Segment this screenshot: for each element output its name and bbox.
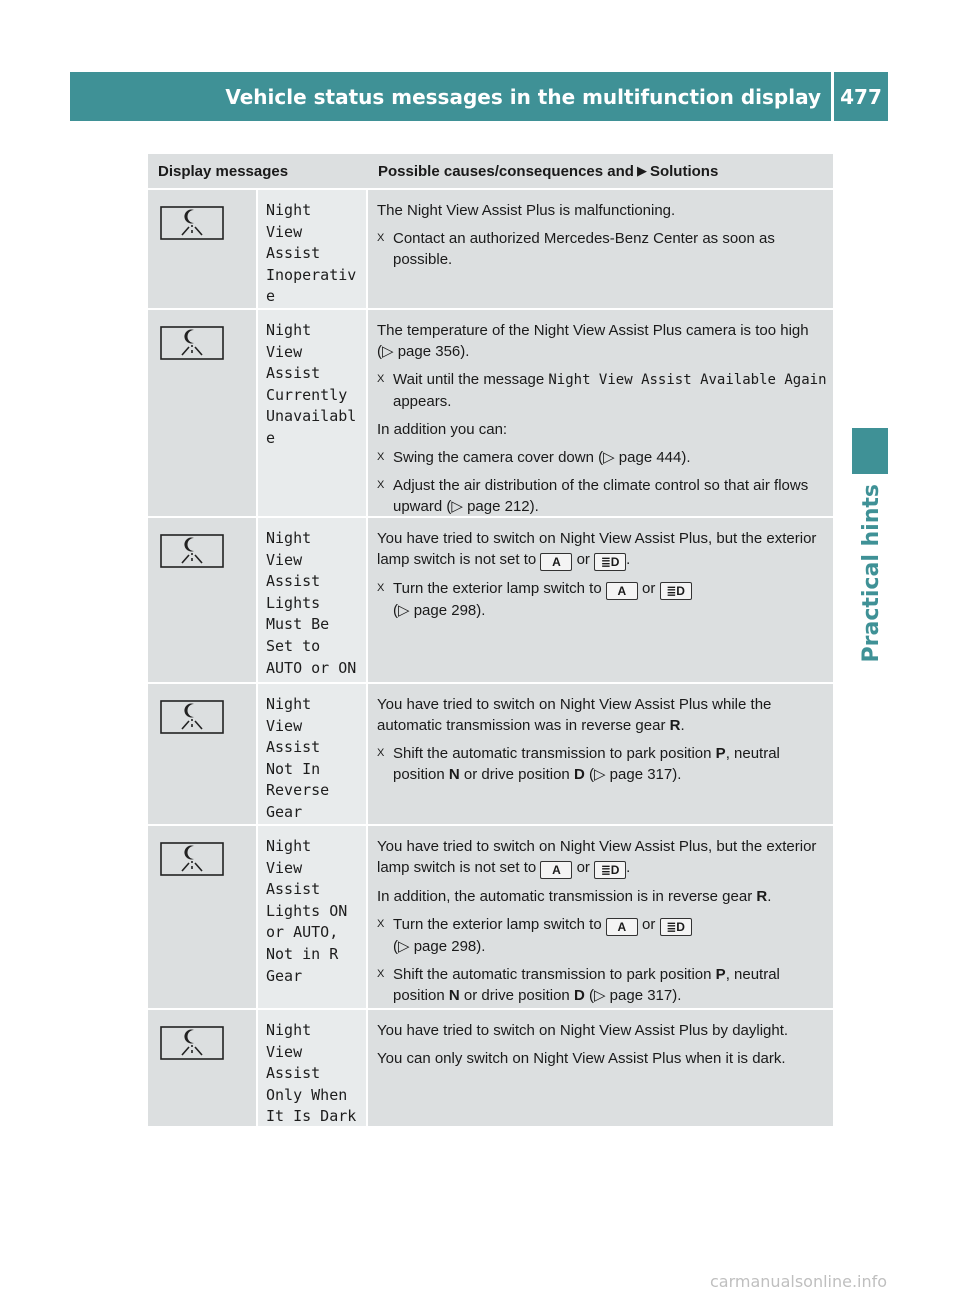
display-message: Night View Assist Currently Unavailabl e	[258, 310, 368, 516]
gear-letter: R	[669, 717, 681, 734]
cause-text-part: In addition, the automatic transmission is in reverse gear	[377, 888, 753, 905]
step-marker-icon: X	[377, 747, 385, 759]
step-marker-icon: X	[377, 479, 385, 491]
status-messages-table	[148, 154, 833, 1128]
cause-text-part: You have tried to switch on Night View Assist Plus, but the exterior lamp switch is not set to	[377, 838, 817, 876]
watermark: carmanualsonline.info	[710, 1272, 888, 1291]
gear-letter: P	[715, 745, 726, 762]
solution-step	[377, 228, 827, 270]
auto-lamp-icon: A	[606, 918, 638, 936]
step-text	[393, 964, 827, 1006]
night-view-icon	[160, 326, 224, 360]
column-header-causes	[368, 154, 833, 188]
page-header	[70, 72, 888, 121]
night-view-icon	[160, 842, 224, 876]
step-text-part: Shift the automatic transmission to park position	[393, 745, 712, 762]
low-beam-icon: ≣D	[660, 918, 692, 936]
step-text-part: (▷ page 317).	[588, 987, 682, 1004]
table-row	[148, 310, 833, 518]
step-text-part: Turn the exterior lamp switch to	[393, 916, 602, 933]
icon-cell	[148, 310, 258, 516]
gear-letter: R	[756, 888, 768, 905]
low-beam-icon: ≣D	[594, 553, 626, 571]
cause-solution-cell	[368, 310, 833, 516]
cause-text-part: .	[626, 859, 631, 876]
display-message: Night View Assist Lights Must Be Set to AUTO or ON	[258, 518, 368, 682]
cause-text	[377, 528, 827, 571]
solution-step	[377, 743, 827, 785]
cause-solution-cell	[368, 518, 833, 682]
page-number: 477	[840, 84, 882, 109]
step-text-part: , neutral position	[393, 966, 780, 1004]
icon-cell	[148, 518, 258, 682]
table-row	[148, 190, 833, 310]
section-label-text: Practical hints	[858, 484, 884, 663]
step-marker-icon: X	[377, 968, 385, 980]
step-text-part: Wait until the message	[393, 371, 545, 388]
gear-letter: P	[715, 966, 726, 983]
icon-cell	[148, 684, 258, 824]
cause-text: The Night View Assist Plus is malfunctioning.	[377, 202, 676, 219]
step-marker-icon: X	[377, 373, 385, 385]
cause-text-part: or	[576, 551, 590, 568]
step-text	[393, 369, 827, 412]
step-text-part: (▷ page 298).	[393, 602, 486, 619]
step-marker-icon: X	[377, 232, 385, 244]
cause-text: In addition you can:	[377, 421, 508, 438]
table-header	[148, 154, 833, 190]
night-view-icon	[160, 534, 224, 568]
table-row	[148, 826, 833, 1010]
step-text: Swing the camera cover down (▷ page 444).	[393, 449, 691, 466]
step-text	[393, 578, 827, 621]
gear-letter: D	[573, 766, 585, 783]
solution-step	[377, 914, 827, 957]
step-text-part: or	[642, 916, 656, 933]
section-tab-marker	[852, 428, 888, 474]
icon-cell	[148, 1010, 258, 1126]
night-view-icon	[160, 206, 224, 240]
step-text	[393, 914, 827, 957]
display-message: Night View Assist Not In Reverse Gear	[258, 684, 368, 824]
cause-text-part: .	[626, 551, 631, 568]
table-row	[148, 684, 833, 826]
gear-letter: N	[448, 766, 460, 783]
section-label	[851, 484, 891, 663]
cause-text	[377, 886, 827, 907]
step-marker-icon: X	[377, 451, 385, 463]
solution-step	[377, 578, 827, 621]
cause-text-part: .	[767, 888, 772, 905]
step-marker-icon: X	[377, 918, 385, 930]
step-text	[393, 743, 827, 785]
cause-text	[377, 694, 827, 736]
step-text-part: Shift the automatic transmission to park position	[393, 966, 712, 983]
arrow-icon: ▶	[636, 163, 647, 178]
table-row	[148, 1010, 833, 1128]
cause-text: You can only switch on Night View Assist Plus when it is dark.	[377, 1050, 786, 1067]
header-title: Vehicle status messages in the multifunction display	[225, 84, 821, 109]
low-beam-icon: ≣D	[594, 861, 626, 879]
column-header-messages: Display messages	[158, 162, 289, 180]
step-text-part: or drive position	[463, 987, 570, 1004]
step-text: Adjust the air distribution of the climate control so that air flows upward (▷ page 212).	[393, 477, 809, 515]
cause-solution-cell	[368, 1010, 833, 1126]
table-row	[148, 518, 833, 684]
solution-step	[377, 369, 827, 412]
display-message: Night View Assist Inoperativ e	[258, 190, 368, 308]
step-marker-icon: X	[377, 582, 385, 594]
solution-step	[377, 475, 827, 517]
cause-text-part: or	[576, 859, 590, 876]
message-reference: Night View Assist Available Again	[548, 372, 827, 388]
low-beam-icon: ≣D	[660, 582, 692, 600]
step-text-part: or	[642, 580, 656, 597]
solution-step	[377, 447, 827, 468]
cause-solution-cell	[368, 826, 833, 1008]
gear-letter: D	[573, 987, 585, 1004]
night-view-icon	[160, 1026, 224, 1060]
gear-letter: N	[448, 987, 460, 1004]
cause-text-part: .	[680, 717, 685, 734]
cause-text-part: You have tried to switch on Night View Assist Plus, but the exterior lamp switch is not set to	[377, 530, 817, 568]
icon-cell	[148, 190, 258, 308]
cause-text	[377, 836, 827, 879]
step-text-part: appears.	[393, 393, 452, 410]
column-header-causes-text: Possible causes/consequences and	[378, 162, 634, 180]
night-view-icon	[160, 700, 224, 734]
step-text-part: (▷ page 317).	[588, 766, 682, 783]
step-text-part: , neutral position	[393, 745, 780, 783]
icon-cell	[148, 826, 258, 1008]
column-header-solutions-text: Solutions	[649, 162, 719, 180]
cause-solution-cell	[368, 190, 833, 308]
step-text-part: or drive position	[463, 766, 570, 783]
solution-step	[377, 964, 827, 1006]
cause-text: The temperature of the Night View Assist Plus camera is too high (▷ page 356).	[377, 322, 809, 360]
cause-solution-cell	[368, 684, 833, 824]
auto-lamp-icon: A	[540, 861, 572, 879]
auto-lamp-icon: A	[540, 553, 572, 571]
display-message: Night View Assist Only When It Is Dark	[258, 1010, 368, 1126]
auto-lamp-icon: A	[606, 582, 638, 600]
step-text: Contact an authorized Mercedes-Benz Center as soon as possible.	[393, 230, 775, 268]
cause-text: You have tried to switch on Night View Assist Plus by daylight.	[377, 1022, 789, 1039]
step-text-part: Turn the exterior lamp switch to	[393, 580, 602, 597]
cause-text-part: You have tried to switch on Night View Assist Plus while the automatic transmission was in reverse gear	[377, 696, 772, 734]
display-message: Night View Assist Lights ON or AUTO, Not in R Gear	[258, 826, 368, 1008]
step-text-part: (▷ page 298).	[393, 938, 486, 955]
